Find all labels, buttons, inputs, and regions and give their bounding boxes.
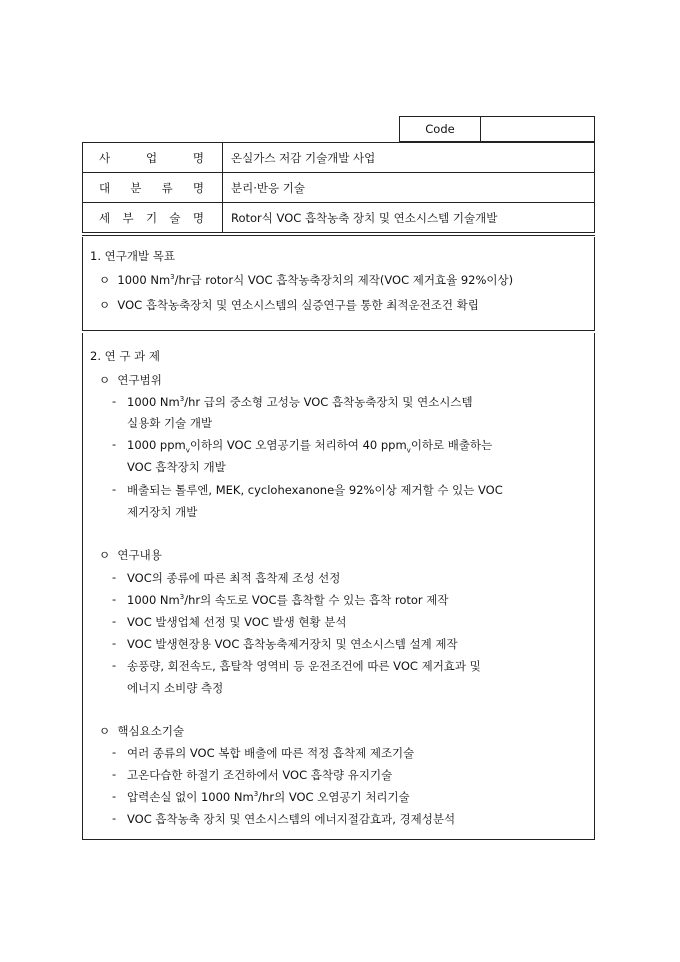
category-value: 분리·반응 기술: [231, 180, 305, 195]
goal-item: ㅇ VOC 흡착농축장치 및 연소시스템의 실증연구를 통한 최적운전조건 확립: [99, 298, 479, 312]
project-name-key: 사 업 명: [83, 143, 223, 172]
list-dash: -: [112, 482, 117, 496]
core-item: 압력손실 없이 1000 Nm$^3$/hr의 VOC 오염공기 처리기술: [127, 790, 410, 804]
tech-name-row: [83, 203, 594, 232]
list-dash: -: [112, 658, 117, 672]
tech-name-key: 세 부 기 술 명: [83, 203, 223, 232]
core-item: 여러 종류의 VOC 복합 배출에 따른 적정 흡착제 제조기술: [127, 746, 415, 760]
goal-title: 1. 연구개발 목표: [90, 249, 175, 263]
content-item: VOC 발생업체 선정 및 VOC 발생 현황 분석: [127, 615, 347, 629]
content-item: VOC의 종류에 따른 최적 흡착제 조성 선정: [127, 571, 341, 585]
content-heading: ㅇ 연구내용: [99, 548, 162, 562]
category-key: 대 분 류 명: [83, 173, 223, 202]
list-dash: -: [112, 636, 117, 650]
list-dash: -: [112, 767, 117, 781]
project-name-value: 온실가스 저감 기술개발 사업: [231, 150, 376, 165]
core-item: 고온다습한 하절기 조건하에서 VOC 흡착량 유지기술: [127, 768, 393, 782]
core-item: VOC 흡착농축 장치 및 연소시스템의 에너지절감효과, 경제성분석: [127, 812, 456, 826]
list-dash: -: [112, 811, 117, 825]
divider: [82, 232, 595, 233]
scope-heading: ㅇ 연구범위: [99, 373, 162, 387]
tech-name-value: Rotor식 VOC 흡착농축 장치 및 연소시스템 기술개발: [231, 210, 498, 225]
content-item-cont: 에너지 소비량 측정: [127, 681, 224, 695]
content-item: 1000 Nm$^3$/hr의 속도로 VOC를 흡착할 수 있는 흡착 rotor 제작: [127, 593, 449, 607]
category-row: [83, 173, 594, 203]
code-label: Code: [400, 117, 481, 141]
scope-item-cont: 실용화 기술 개발: [127, 416, 213, 430]
research-title: 2. 연 구 과 제: [90, 349, 161, 363]
code-value: [481, 117, 594, 141]
scope-item: 배출되는 톨루엔, MEK, cyclohexanone을 92%이상 제거할 수 있는 VOC: [127, 483, 503, 497]
list-dash: -: [112, 592, 117, 606]
list-dash: -: [112, 789, 117, 803]
scope-item: 1000 ppm$_v$이하의 VOC 오염공기를 처리하여 40 ppm$_v$이하로 배출하는: [127, 438, 493, 455]
core-heading: ㅇ 핵심요소기술: [99, 724, 185, 738]
content-item: 송풍량, 회전속도, 흡탈착 영역비 등 운전조건에 따른 VOC 제거효과 및: [127, 659, 481, 673]
scope-item: 1000 Nm$^3$/hr 급의 중소형 고성능 VOC 흡착농축장치 및 연소시스템: [127, 395, 473, 409]
goal-item: ㅇ 1000 Nm$^3$/hr급 rotor식 VOC 흡착농축장치의 제작(VOC 제거효율 92%이상): [99, 273, 514, 287]
scope-item-cont: VOC 흡착장치 개발: [127, 460, 226, 474]
list-dash: -: [112, 570, 117, 584]
list-dash: -: [112, 437, 117, 451]
code-box: [399, 116, 595, 142]
content-item: VOC 발생현장용 VOC 흡착농축제거장치 및 연소시스템 설계 제작: [127, 637, 458, 651]
list-dash: -: [112, 745, 117, 759]
divider: [82, 235, 595, 236]
list-dash: -: [112, 614, 117, 628]
scope-item-cont: 제거장치 개발: [127, 505, 198, 519]
list-dash: -: [112, 394, 117, 408]
project-name-row: [83, 143, 594, 173]
project-info-table: [82, 142, 595, 233]
